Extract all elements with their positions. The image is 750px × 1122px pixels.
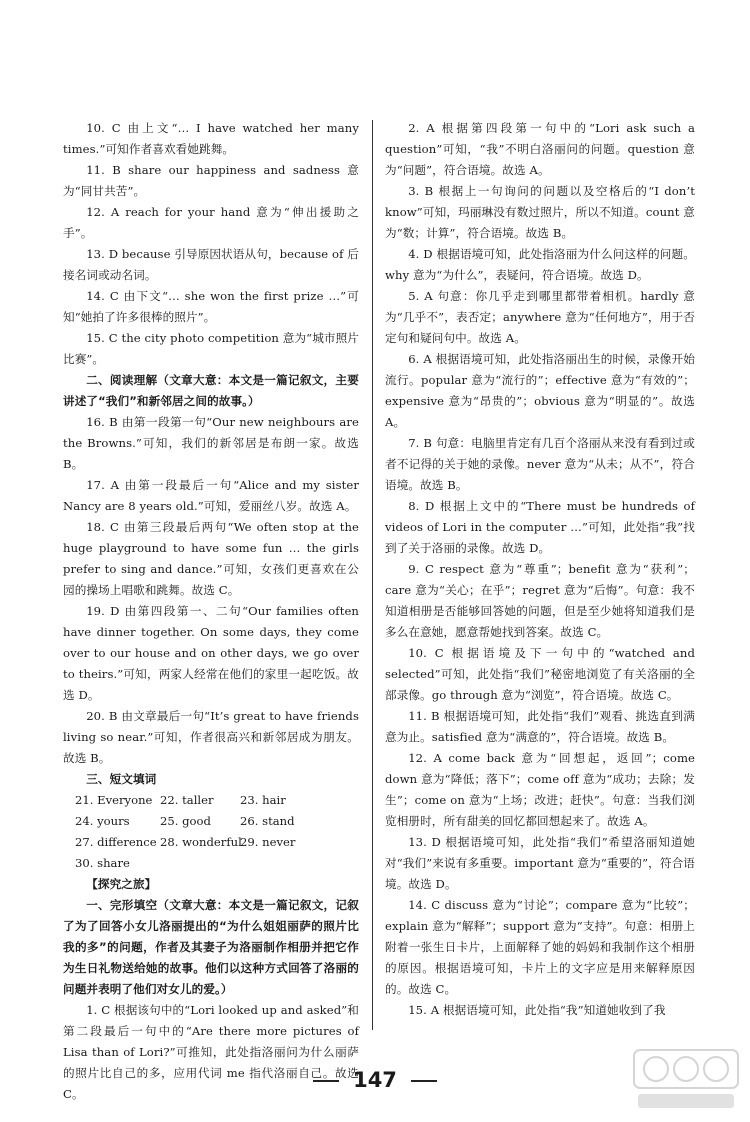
answer-paragraph: 15. A 根据语境可知，此处指“我”知道她收到了我 (408, 1003, 666, 1017)
answer-paragraph: 20. B 由文章最后一句“It’s great to have friends living so near.”可知，作者很高兴和新邻居成为朋友。故选 B。 (63, 709, 359, 765)
answer-paragraph: 13. D because 引导原因状语从句，because of 后接名词或动名词。 (63, 247, 359, 282)
fill-answer: 28. wonderful (160, 835, 242, 849)
right-dash (411, 1080, 437, 1082)
answer-paragraph: 18. C 由第三段最后两句“We often stop at the huge playground to have some fun … the girls prefer to sing and dance.”可知，女孩们更喜欢在公园的操场上唱歌和跳舞。故选 C。 (63, 520, 359, 597)
answer-paragraph: 8. D 根据上文中的“There must be hundreds of videos of Lori in the computer …”可知，此处指“我”找到了关于洛丽的录像。故选 D。 (385, 499, 695, 555)
right-column (385, 118, 695, 1021)
left-dash (313, 1080, 339, 1082)
answer-paragraph: 17. A 由第一段最后一句“Alice and my sister Nancy are 8 years old.”可知，爱丽丝八岁。故选 A。 (63, 478, 359, 513)
answer-paragraph: 7. B 句意：电脑里肯定有几百个洛丽从来没有看到过或者不记得的关于她的录像。never 意为“从未；从不”，符合语境。故选 B。 (385, 436, 695, 492)
fill-answer: 23. hair (240, 793, 286, 807)
answer-paragraph: 16. B 由第一段第一句“Our new neighbours are the Browns.”可知，我们的新邻居是布朗一家。故选 B。 (63, 415, 359, 471)
answer-paragraph: 10. C 由上文“… I have watched her many times.”可知作者喜欢看她跳舞。 (63, 121, 359, 156)
fill-answer: 27. difference (75, 835, 157, 849)
section-heading: 一、完形填空（文章大意：本文是一篇记叙文，记叙了为了回答小女儿洛丽提出的“为什么姐姐丽萨的照片比我的多”的问题，作者及其妻子为洛丽制作相册并把它作为生日礼物送给她的故事。他们以这种方式回答了洛丽的问题并表明了他们对女儿的爱。） (63, 898, 359, 996)
answer-paragraph: 10. C 根据语境及下一句中的“watched and selected”可知，此处指“我们”秘密地浏览了有关洛丽的全部录像。go through 意为“浏览”，符合语境。故选 C。 (385, 646, 695, 702)
answer-paragraph: 9. C respect 意为“尊重”；benefit 意为“获利”；care 意为“关心；在乎”；regret 意为“后悔”。句意：我不知道相册是否能够回答她的问题，但是至少她将知道我们是多么在意她，愿意帮她找到答案。故选 C。 (385, 562, 695, 639)
watermark-logo (630, 1046, 742, 1114)
answer-paragraph: 11. B share our happiness and sadness 意为“同甘共苦”。 (63, 163, 359, 198)
fill-answers-grid (63, 790, 359, 874)
answer-paragraph: 5. A 句意：你几乎走到哪里都带着相机。hardly 意为“几乎不”，表否定；anywhere 意为“任何地方”，用于否定句和疑问句中。故选 A。 (385, 289, 695, 345)
answer-paragraph: 2. A 根据第四段第一句中的“Lori ask such a question”可知，“我”不明白洛丽问的问题。question 意为“问题”，符合语境。故选 A。 (385, 121, 695, 177)
answer-paragraph: 11. B 根据语境可知，此处指“我们”观看、挑选直到满意为止。satisfied 意为“满意的”，符合语境。故选 B。 (385, 709, 695, 744)
answer-paragraph: 13. D 根据语境可知，此处指“我们”希望洛丽知道她对“我们”来说有多重要。important 意为“重要的”，符合语境。故选 D。 (385, 835, 695, 891)
fill-answer: 22. taller (160, 793, 214, 807)
section-heading: 二、阅读理解（文章大意：本文是一篇记叙文，主要讲述了“我们”和新邻居之间的故事。） (63, 373, 359, 408)
answer-paragraph: 3. B 根据上一句询问的问题以及空格后的“I don’t know”可知，玛丽琳没有数过照片，所以不知道。count 意为“数；计算”，符合语境。故选 B。 (385, 184, 695, 240)
answer-paragraph: 14. C discuss 意为“讨论”；compare 意为“比较”；explain 意为“解释”；support 意为“支持”。句意：相册上附着一张生日卡片，上面解释了她的妈妈和我制作这个相册的原因。根据语境可知，卡片上的文字应是用来解释原因的。故选 C。 (385, 898, 695, 996)
fill-answer: 21. Everyone (75, 793, 153, 807)
answer-paragraph: 4. D 根据语境可知，此处指洛丽为什么问这样的问题。why 意为“为什么”，表疑问，符合语境。故选 D。 (385, 247, 695, 282)
fill-answer: 29. never (240, 835, 296, 849)
answer-paragraph: 6. A 根据语境可知，此处指洛丽出生的时候，录像开始流行。popular 意为“流行的”；effective 意为“有效的”；expensive 意为“昂贵的”；obvious 意为“明显的”。故选 A。 (385, 352, 695, 429)
fill-answer: 30. share (75, 856, 130, 870)
section-heading: 三、短文填词 (86, 772, 157, 786)
left-column (63, 118, 359, 1105)
answer-paragraph: 1. C 根据该句中的“Lori looked up and asked”和第二段最后一句中的“Are there more pictures of Lisa than of Lori?”可推知，此处指洛丽问为什么丽萨的照片比自己的多，应用代词 me 指代洛丽自己。故选 C。 (63, 1003, 359, 1101)
fill-answer: 25. good (160, 814, 211, 828)
column-divider (372, 120, 373, 1030)
answer-paragraph: 12. A reach for your hand 意为“伸出援助之手”。 (63, 205, 359, 240)
answer-paragraph: 12. A come back 意为“回想起，返回”；come down 意为“降低；落下”；come off 意为“成功；去除；发生”；come on 意为“上场；改进；赶快”。句意：当我们浏览相册时，所有甜美的回忆都回想起来了。故选 A。 (385, 751, 695, 828)
answer-paragraph: 14. C 由下文“… she won the first prize …”可知“她拍了许多很棒的照片”。 (63, 289, 359, 324)
section-heading: 【探究之旅】 (86, 877, 157, 891)
fill-answer: 26. stand (240, 814, 295, 828)
page-number-text: 147 (353, 1068, 397, 1092)
answer-paragraph: 15. C the city photo competition 意为“城市照片比赛”。 (63, 331, 359, 366)
fill-answer: 24. yours (75, 814, 130, 828)
answer-paragraph: 19. D 由第四段第一、二句“Our families often have dinner together. On some days, they come over to our house and on other days, we go over to theirs.”可知，两家人经常在他们的家里一起吃饭。故选 D。 (63, 604, 359, 702)
